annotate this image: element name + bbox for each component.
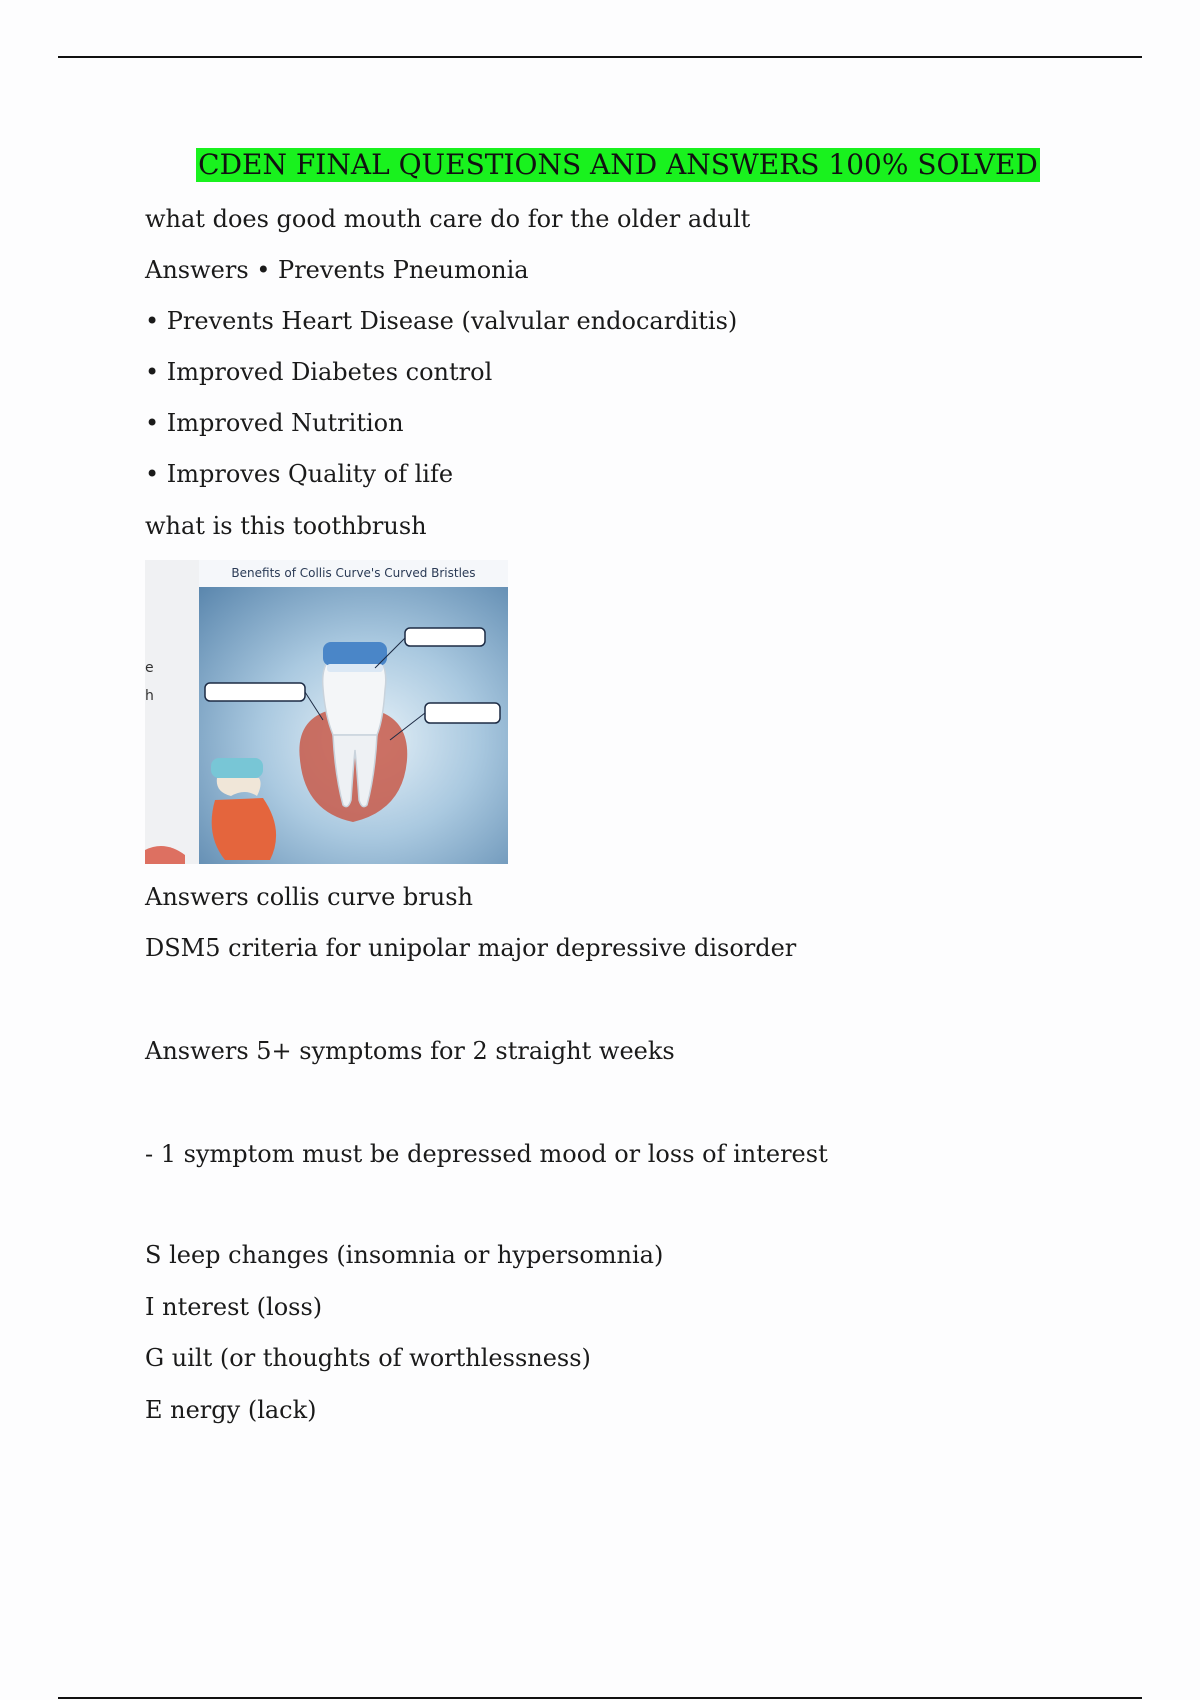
mnemonic-item: E nergy (lack) bbox=[145, 1396, 317, 1424]
mnemonic-item: G uilt (or thoughts of worthlessness) bbox=[145, 1344, 591, 1372]
list-item: • Improved Diabetes control bbox=[145, 358, 493, 386]
image-caption-title: Benefits of Collis Curve's Curved Bristles bbox=[199, 560, 508, 587]
top-rule bbox=[58, 56, 1142, 58]
question-dsm5: DSM5 criteria for unipolar major depressive disorder bbox=[145, 934, 797, 962]
bottom-rule bbox=[58, 1697, 1142, 1699]
question-mouth-care: what does good mouth care do for the older adult bbox=[145, 205, 751, 233]
mnemonic-item: S leep changes (insomnia or hypersomnia) bbox=[145, 1241, 664, 1269]
mnemonic-item: I nterest (loss) bbox=[145, 1293, 323, 1321]
image-edge-glyph: h bbox=[145, 688, 154, 704]
tooth-illustration bbox=[145, 560, 508, 864]
list-item: • Improves Quality of life bbox=[145, 460, 454, 488]
answer-dsm5: Answers 5+ symptoms for 2 straight weeks bbox=[145, 1037, 675, 1065]
answer-mouth-care: Answers • Prevents Pneumonia bbox=[145, 256, 529, 284]
question-toothbrush: what is this toothbrush bbox=[145, 512, 427, 540]
list-item: • Improved Nutrition bbox=[145, 409, 404, 437]
list-item: • Prevents Heart Disease (valvular endocarditis) bbox=[145, 307, 738, 335]
toothbrush-image bbox=[145, 560, 508, 864]
image-edge-glyph: e bbox=[145, 660, 154, 676]
document-title: CDEN FINAL QUESTIONS AND ANSWERS 100% SOLVED bbox=[198, 148, 1038, 181]
title-wrapper bbox=[0, 148, 1200, 182]
answer-toothbrush: Answers collis curve brush bbox=[145, 883, 473, 911]
answer-dsm5-detail: - 1 symptom must be depressed mood or loss of interest bbox=[145, 1140, 828, 1168]
